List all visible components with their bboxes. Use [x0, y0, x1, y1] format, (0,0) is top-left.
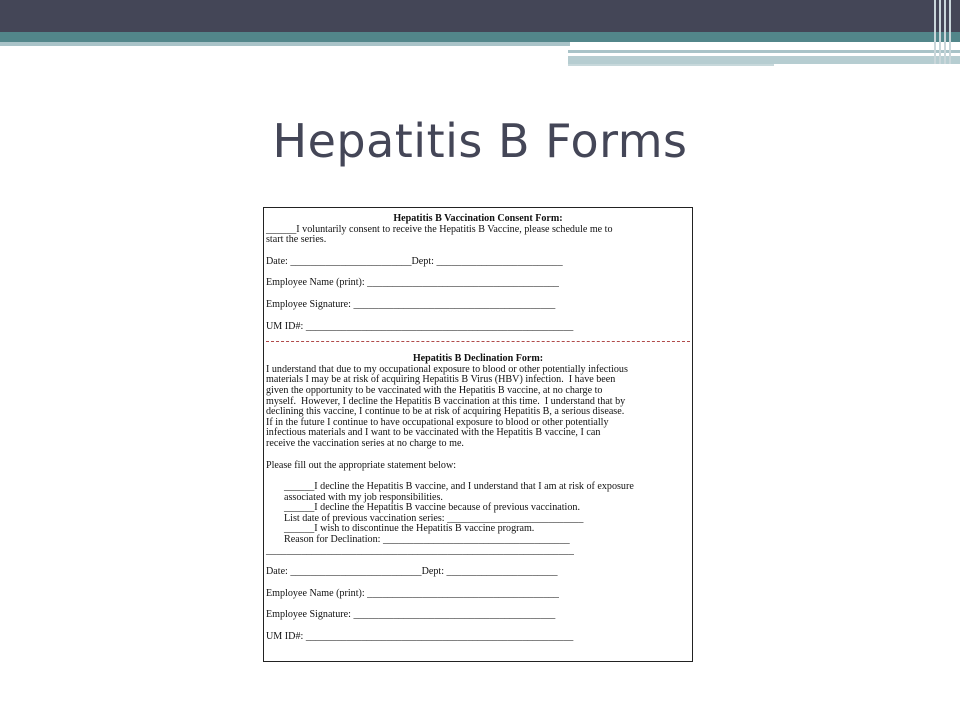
- declination-umid-field: UM ID#: _____________________________________________________: [266, 631, 574, 643]
- consent-name-field: Employee Name (print): ______________________________________: [266, 277, 559, 289]
- declination-text-line: If in the future I continue to have occupational exposure to blood or other potentially: [266, 416, 609, 428]
- slide-title: Hepatitis B Forms: [272, 114, 688, 168]
- option-line: List date of previous vaccination series: ___________________________: [284, 512, 584, 524]
- consent-date-dept-field: Date: ________________________Dept: _________________________: [266, 255, 563, 267]
- declination-signature-field: Employee Signature: ________________________________________: [266, 609, 556, 621]
- cut-line-divider: [266, 336, 690, 348]
- header-accent-bar: [0, 32, 960, 42]
- header-vertical-lines: [934, 0, 952, 64]
- declination-text-line: receive the vaccination series at no charge to me.: [266, 437, 464, 449]
- option-line: associated with my job responsibilities.: [284, 491, 443, 503]
- header-stripe: [568, 56, 960, 64]
- declination-date-dept-field: Date: __________________________Dept: ______________________: [266, 566, 558, 578]
- declination-form-title: Hepatitis B Declination Form:: [412, 353, 544, 365]
- consent-text-line: ______I voluntarily consent to receive the Hepatitis B Vaccine, please schedule me to: [266, 223, 613, 235]
- consent-text-line: start the series.: [266, 234, 327, 246]
- declination-text-line: I understand that due to my occupational exposure to blood or other potentially infectious: [266, 363, 628, 375]
- header-stripe: [0, 42, 570, 46]
- reason-blank-line: _____________________________________________________________: [266, 544, 574, 556]
- instruction-text: Please fill out the appropriate statement below:: [266, 459, 457, 471]
- consent-form-title: Hepatitis B Vaccination Consent Form:: [393, 213, 563, 224]
- option-line: ______I decline the Hepatitis B vaccine because of previous vaccination.: [284, 502, 580, 514]
- option-line: Reason for Declination: _____________________________________: [284, 534, 570, 546]
- declination-text-line: infectious materials and I want to be vaccinated with the Hepatitis B vaccine, I can: [266, 427, 601, 439]
- form-scan: [263, 207, 693, 662]
- declination-name-field: Employee Name (print): ______________________________________: [266, 587, 559, 599]
- option-line: ______I decline the Hepatitis B vaccine, and I understand that I am at risk of exposure: [284, 481, 634, 493]
- consent-umid-field: UM ID#: _____________________________________________________: [266, 320, 574, 332]
- declination-text-line: myself. However, I decline the Hepatitis B vaccination at this time. I understand that by: [266, 395, 626, 407]
- header-bar: [0, 0, 960, 32]
- declination-text-line: given the opportunity to be vaccinated with the Hepatitis B vaccine, at no charge to: [266, 384, 603, 396]
- declination-text-line: materials I may be at risk of acquiring Hepatitis B Virus (HBV) infection. I have been: [266, 374, 616, 386]
- option-line: ______I wish to discontinue the Hepatitis B vaccine program.: [284, 523, 535, 535]
- header-stripe: [568, 50, 960, 53]
- header-stripe: [568, 64, 774, 66]
- declination-text-line: declining this vaccine, I continue to be at risk of acquiring Hepatitis B, a serious disease.: [266, 406, 625, 418]
- consent-signature-field: Employee Signature: ________________________________________: [266, 298, 556, 310]
